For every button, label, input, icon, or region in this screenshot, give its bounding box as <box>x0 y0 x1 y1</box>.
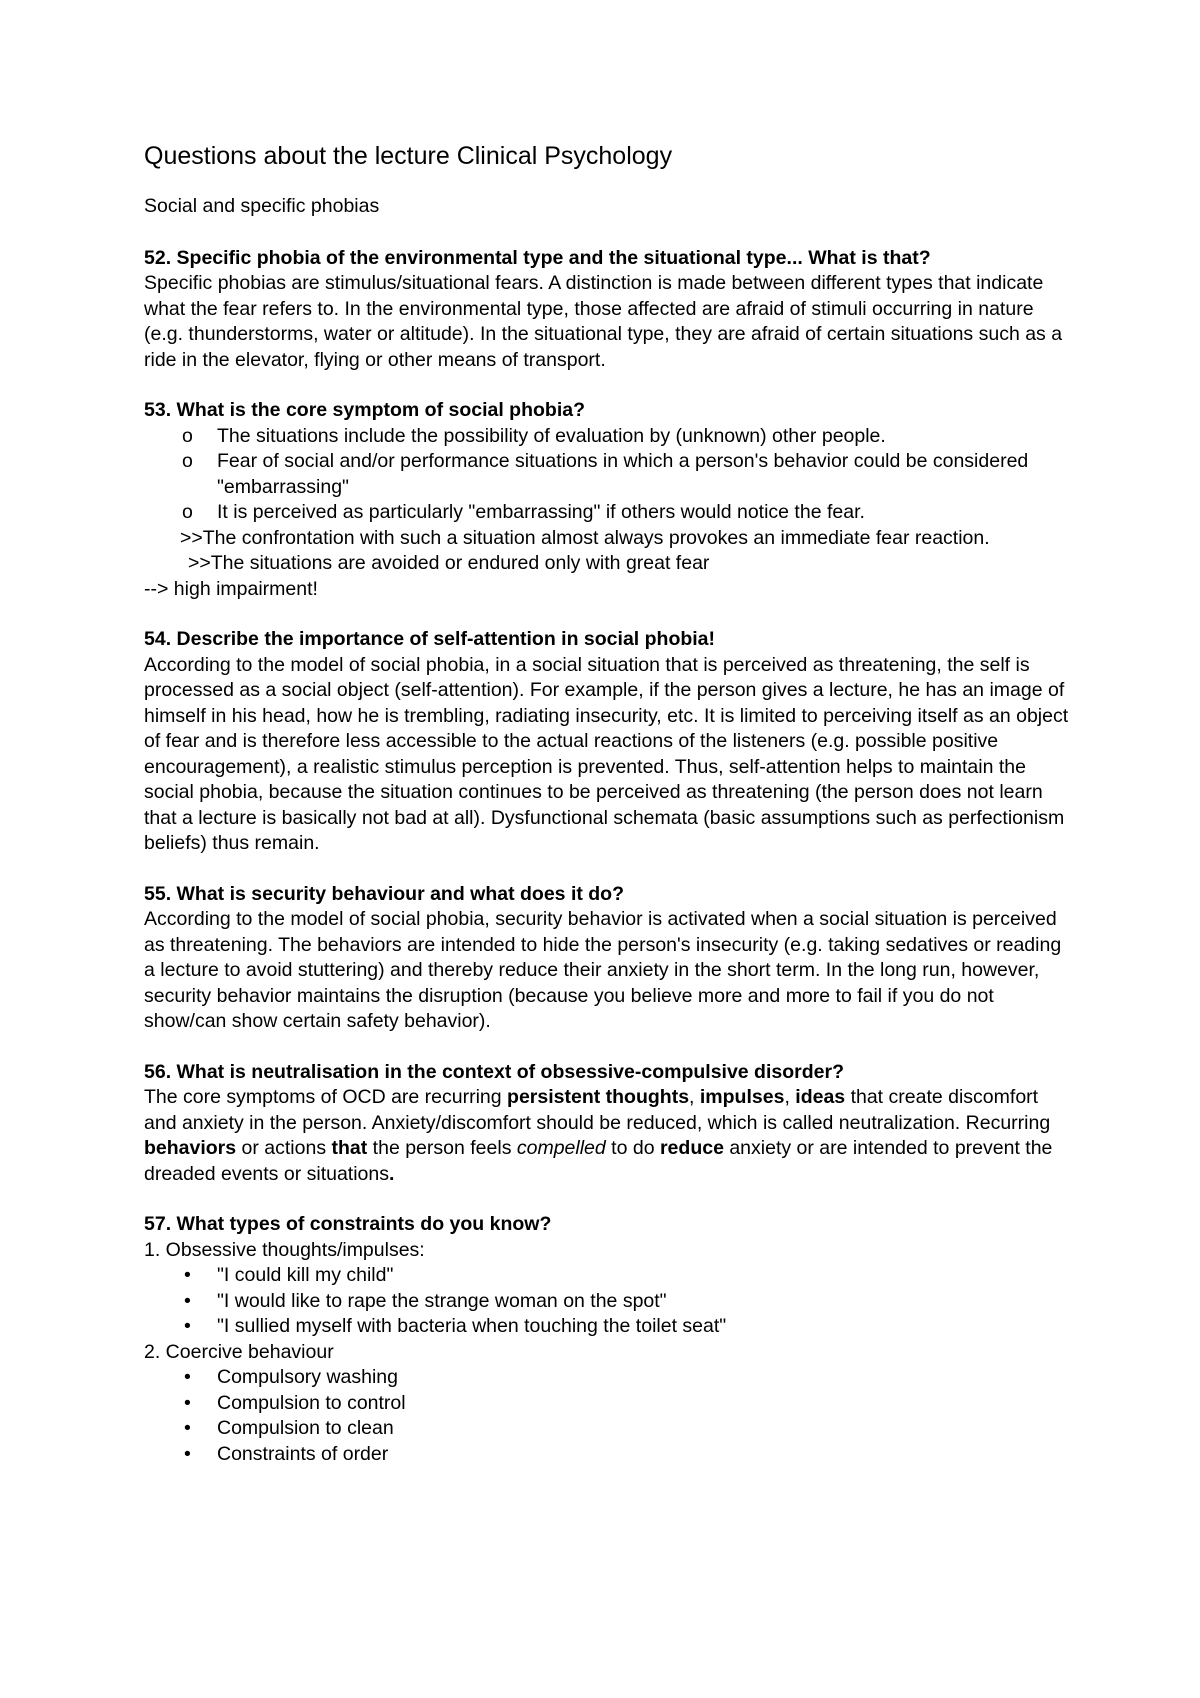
answer-text: to do <box>605 1137 660 1159</box>
question-52-heading: 52. Specific phobia of the environmental type and the situational type... What is that? <box>144 246 931 269</box>
question-53-conclusion: --> high impairment! <box>144 577 318 600</box>
question-55 <box>144 882 1074 1035</box>
list-item <box>182 500 1074 526</box>
italic-text: compelled <box>516 1137 606 1159</box>
answer-text: The core symptoms of OCD are recurring <box>144 1086 508 1108</box>
question-53-list <box>144 424 1074 526</box>
bullet-marker: • <box>184 1391 191 1414</box>
list-item-text: Compulsory washing <box>217 1366 398 1388</box>
list-item <box>184 1365 1074 1391</box>
list-marker: o <box>182 424 193 447</box>
question-55-heading: 55. What is security behaviour and what does it do? <box>144 882 625 905</box>
list-item <box>182 424 1074 450</box>
list-item <box>184 1289 1074 1315</box>
document-title: Questions about the lecture Clinical Psychology <box>144 142 673 170</box>
list-item-text: Compulsion to control <box>217 1391 406 1414</box>
question-56-answer <box>144 1085 1074 1187</box>
emphasis-text: behaviors <box>144 1137 237 1159</box>
list-item-text: Fear of social and/or performance situations in which a person's behavior could be considered "embarrassing" <box>217 450 1029 498</box>
question-52-answer: Specific phobias are stimulus/situational fears. A distinction is made between different types that indicate what the fear refers to. In the environmental type, those affected are afraid of stimuli occurring in nature (e.g. thunderstorms, water or altitude). In the situational type, they are afraid of certain situations such as a ride in the elevator, flying or other means of transport. <box>144 272 1063 371</box>
bullet-marker: • <box>184 1264 191 1286</box>
answer-text: anxiety or are intended to prevent the dreaded events or situations <box>144 1137 1053 1185</box>
list-item-text: "I sullied myself with bacteria when touching the toilet seat" <box>217 1315 727 1337</box>
question-54-answer: According to the model of social phobia, in a social situation that is perceived as threatening, the self is processed as a social object (self-attention). For example, if the person gives a lecture, he has an image of himself in his head, how he is trembling, radiating insecurity, etc. It is limited to perceiving itself as an object of fear and is therefore less accessible to the actual reactions of the listeners (e.g. possible positive encouragement), a realistic stimulus perception is prevented. Thus, self-attention helps to maintain the social phobia, because the situation continues to be perceived as threatening (the person does not learn that a lecture is basically not bad at all). Dysfunctional schemata (basic assumptions such as perfectionism beliefs) thus remain. <box>144 653 1069 854</box>
list-item <box>184 1442 1074 1468</box>
list-item <box>184 1314 1074 1340</box>
answer-text: the person feels <box>367 1137 517 1159</box>
section-subtitle: Social and specific phobias <box>144 195 380 217</box>
list-item <box>184 1416 1074 1442</box>
question-53-note-1: >>The confrontation with such a situation almost always provokes an immediate fear reaction. <box>180 526 990 549</box>
bullet-marker: • <box>184 1289 191 1312</box>
list-item-text: "I could kill my child" <box>217 1264 394 1286</box>
constraint-group-2-list <box>144 1365 1074 1467</box>
question-55-answer: According to the model of social phobia, security behavior is activated when a social situation is perceived as threatening. The behaviors are intended to hide the person's insecurity (e.g. taking sedatives or reading a lecture to avoid stuttering) and thereby reduce their anxiety in the short term. In the long run, however, security behavior maintains the disruption (because you believe more and more to fail if you do not show/can show certain safety behavior). <box>144 908 1062 1032</box>
list-marker: o <box>182 450 193 472</box>
bullet-marker: • <box>184 1366 191 1388</box>
constraint-group-1-label: 1. Obsessive thoughts/impulses: <box>144 1238 425 1261</box>
question-52 <box>144 246 1074 374</box>
list-item-text: The situations include the possibility of evaluation by (unknown) other people. <box>217 424 886 447</box>
document-page <box>144 140 1074 1492</box>
list-item <box>182 449 1074 500</box>
question-57 <box>144 1212 1074 1467</box>
question-54 <box>144 627 1074 857</box>
bullet-marker: • <box>184 1442 191 1465</box>
emphasis-text: that <box>331 1137 368 1159</box>
list-item-text: Constraints of order <box>217 1442 389 1465</box>
question-56-heading: 56. What is neutralisation in the context of obsessive-compulsive disorder? <box>144 1060 844 1083</box>
emphasis-text: . <box>389 1162 395 1185</box>
emphasis-text: impulses <box>699 1086 785 1108</box>
bullet-marker: • <box>184 1315 191 1337</box>
emphasis-text: ideas <box>795 1086 846 1108</box>
list-item <box>184 1263 1074 1289</box>
list-item-text: "I would like to rape the strange woman on the spot" <box>217 1289 667 1312</box>
answer-text: , <box>784 1086 796 1108</box>
list-item-text: It is perceived as particularly "embarrassing" if others would notice the fear. <box>217 501 865 523</box>
emphasis-text: persistent thoughts <box>507 1086 690 1108</box>
list-marker: o <box>182 501 193 523</box>
answer-text: or actions <box>236 1137 332 1159</box>
question-53 <box>144 398 1074 602</box>
question-56 <box>144 1060 1074 1188</box>
list-item <box>184 1391 1074 1417</box>
answer-text: that create discomfort and anxiety in the person. Anxiety/discomfort should be reduced, which is called neutralization. Recurring <box>144 1086 1051 1134</box>
question-53-note-2: >>The situations are avoided or endured only with great fear <box>188 552 710 574</box>
bullet-marker: • <box>184 1417 191 1439</box>
emphasis-text: reduce <box>659 1137 724 1159</box>
question-54-heading: 54. Describe the importance of self-attention in social phobia! <box>144 628 716 650</box>
answer-text: , <box>689 1086 700 1108</box>
question-57-heading: 57. What types of constraints do you know? <box>144 1213 552 1235</box>
question-53-heading: 53. What is the core symptom of social phobia? <box>144 399 585 421</box>
constraint-group-1-list <box>144 1263 1074 1340</box>
constraint-group-2-label: 2. Coercive behaviour <box>144 1340 334 1363</box>
list-item-text: Compulsion to clean <box>217 1417 394 1439</box>
